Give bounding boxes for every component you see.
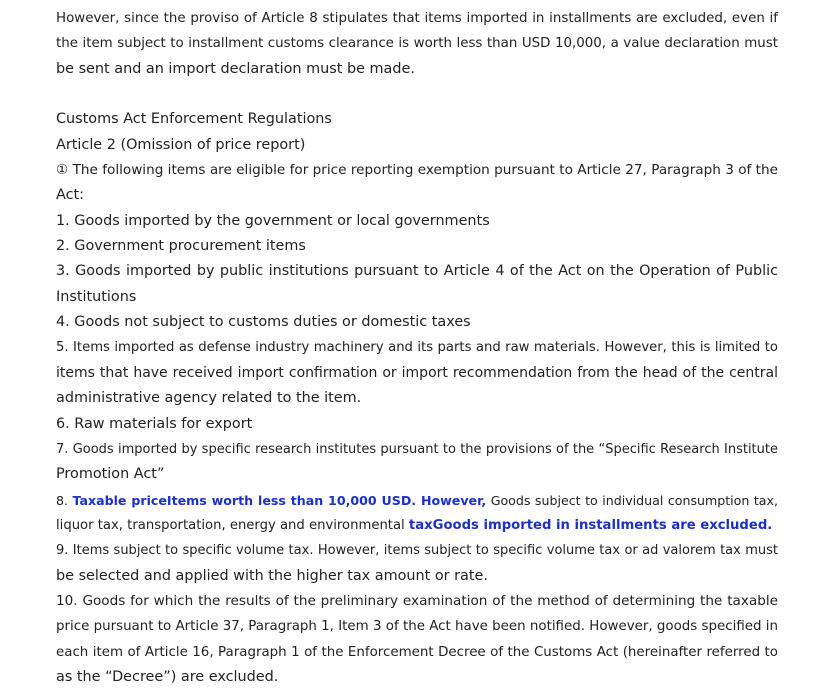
list-item-4: 4. Goods not subject to customs duties or domestic taxes bbox=[56, 314, 471, 331]
article-heading: Article 2 (Omission of price report) bbox=[56, 136, 306, 153]
clause-line-1: ① The following items are eligible for price reporting exemption pursuant to Article 27, Paragraph 3 of the bbox=[56, 162, 778, 179]
list-item-10-line-3: each item of Article 16, Paragraph 1 of the Enforcement Decree of the Customs Act (hereinafter referred to bbox=[56, 644, 778, 660]
list-item-8-line-1 bbox=[56, 488, 778, 513]
highlighted-text: Taxable priceItems worth less than 10,000 USD. However, bbox=[72, 492, 487, 508]
document-body bbox=[56, 6, 778, 690]
intro-line-1: However, since the proviso of Article 8 stipulates that items imported in installments are excluded, even if bbox=[56, 11, 778, 26]
list-item-8-line-2 bbox=[56, 513, 778, 538]
list-item-10-line-2: price pursuant to Article 37, Paragraph 1, Item 3 of the Act have been notified. However, goods specified in bbox=[56, 619, 778, 635]
highlighted-text: taxGoods imported in installments are excluded. bbox=[408, 517, 773, 533]
list-item-7-line-1: 7. Goods imported by specific research institutes pursuant to the provisions of the “Specific Research Institute bbox=[56, 441, 778, 457]
list-item-10-line-4: as the “Decree”) are excluded. bbox=[56, 668, 279, 685]
list-item-8-text: Goods subject to individual consumption tax, bbox=[486, 492, 778, 508]
paragraph-spacer bbox=[56, 82, 778, 107]
list-item-9-line-1: 9. Items subject to specific volume tax. However, items subject to specific volume tax or ad valorem tax must bbox=[56, 543, 778, 559]
list-item-10-line-1: 10. Goods for which the results of the preliminary examination of the method of determining the taxable bbox=[56, 592, 778, 609]
list-item-9-line-2: be selected and applied with the higher tax amount or rate. bbox=[56, 567, 488, 584]
list-item-5-line-2: items that have received import confirmation or import recommendation from the head of the central bbox=[56, 364, 778, 381]
list-item-3-line-2: Institutions bbox=[56, 288, 137, 305]
regulation-title: Customs Act Enforcement Regulations bbox=[56, 111, 332, 128]
list-item-6: 6. Raw materials for export bbox=[56, 415, 253, 432]
list-item-2: 2. Government procurement items bbox=[56, 238, 306, 255]
list-item-3-line-1: 3. Goods imported by public institutions pursuant to Article 4 of the Act on the Operation of Public bbox=[56, 263, 778, 280]
list-item-5-line-3: administrative agency related to the item. bbox=[56, 390, 362, 407]
intro-line-3: be sent and an import declaration must be made. bbox=[56, 60, 415, 77]
list-item-5-line-1: 5. Items imported as defense industry machinery and its parts and raw materials. However, this is limited to bbox=[56, 340, 778, 356]
clause-line-2: Act: bbox=[56, 187, 84, 204]
intro-line-2: the item subject to installment customs clearance is worth less than USD 10,000, a value declaration must bbox=[56, 36, 778, 52]
list-item-7-line-2: Promotion Act” bbox=[56, 466, 165, 483]
list-item-8-number: 8. bbox=[56, 492, 73, 508]
list-item-1: 1. Goods imported by the government or local governments bbox=[56, 212, 490, 229]
list-item-8-text: liquor tax, transportation, energy and environmental bbox=[56, 517, 409, 533]
